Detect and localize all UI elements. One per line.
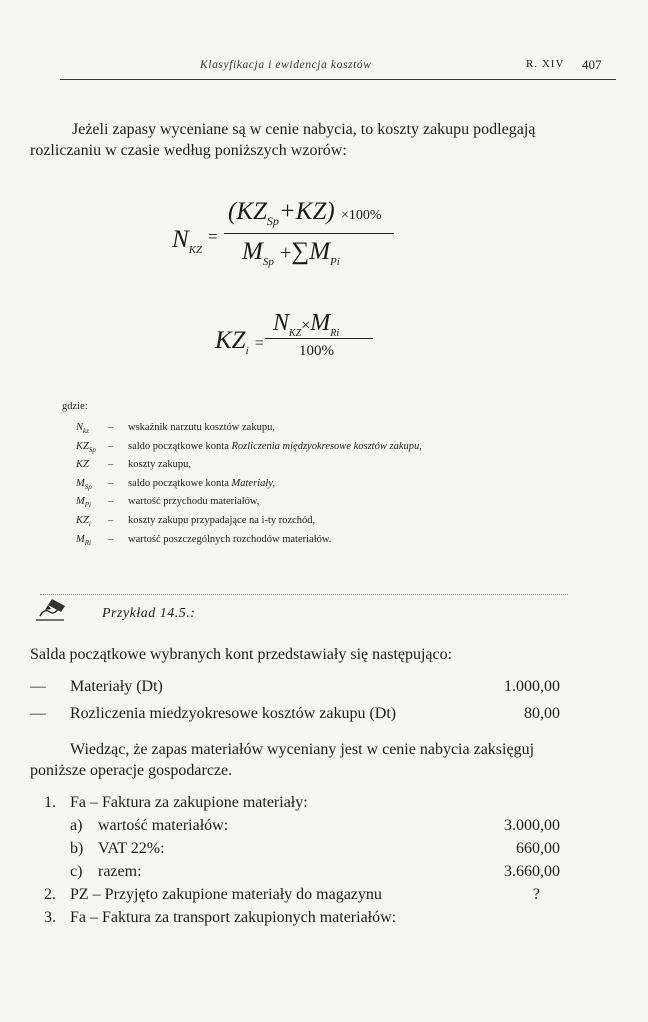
formula-cost-markup-index	[172, 198, 432, 278]
running-head-title: Klasyfikacja i ewidencja kosztów	[200, 59, 372, 71]
operation-1-item: a) wartość materiałów: 3.000,00	[70, 817, 560, 834]
operation-1: 1. Fa – Faktura za zakupione materiały:	[44, 794, 308, 811]
formula1-equals: =	[208, 227, 218, 246]
operation-1-item: b) VAT 22%: 660,00	[70, 840, 560, 857]
balance-row: — Rozliczenia miedzyokresowe kosztów zakupu (Dt) 80,00	[30, 705, 560, 722]
formula1-lhs: $N_{KZ}$	[172, 226, 203, 256]
section-divider	[40, 594, 568, 595]
operation-1-item: c) razem: 3.660,00	[70, 863, 560, 880]
operation-3: 3. Fa – Faktura za transport zakupionych materiałów:	[44, 909, 397, 926]
page-number: 407	[582, 57, 602, 72]
formula2-numerator: $N_{KZ}\times M_{Ri}$	[273, 310, 340, 339]
example-title: Przykład 14.5.:	[102, 606, 196, 621]
running-head	[60, 57, 616, 80]
operations-intro: Wiedząc, że zapas materiałów wyceniany jest w cenie nabycia zaksięguj poniższe operacje gospodarcze.	[30, 741, 535, 779]
formula1-denominator: $M_{Sp} +\sum M_{Pi}$	[242, 238, 340, 268]
legend-intro: gdzie:	[62, 401, 88, 412]
operation-2: 2. PZ – Przyjęto zakupione materiały do magazynu ?	[44, 886, 540, 903]
intro-paragraph: Jeżeli zapasy wyceniane są w cenie nabycia, to koszty zakupu podlegają rozliczaniu w czasie według poniższych wzorów:	[30, 121, 536, 159]
book-page: Klasyfikacja i ewidencja kosztów R. XIV 407 Jeżeli zapasy wyceniane są w cenie nabycia, to koszty zakupu podlegają rozliczaniu w czasie według poniższych wzorów: $N_{KZ}$ = $(KZ_{Sp}+KZ) \times 100\%$ $M_{Sp} +\sum M_{Pi}$ $KZ_i$ = $N_{KZ}\times M_{Ri}$ 100% gdzie: $N_{kz}$ – wskaźnik narzutu kosztów zakupu, $KZ_{Sp}$ – saldo początkowe konta Rozliczenia międzyokresowe kosztów zakupu, KZ – koszty zakupu, $M_{Sp}$ – saldo początkowe konta Materiały, $M_{Pi}$ – wartość przychodu materiałów, $KZ_i$ – koszty zakupu przypadające na i-ty rozchód, $M_{Ri}$ – wartość poszczególnych rozchodów materiałów. Przykład 14.5.: Salda początkowe wybranych kont przedstawiały się następująco: — Materiały (Dt) 1.000,00 — Rozliczenia miedzyokresowe kosztów zakupu (Dt) 80,00 Wiedząc, że zapas materiałów wyceniany jest w cenie nabycia zaksięguj poniższe operacje gospodarcze. 1. Fa – Faktura za zakupione materiały: a) wartość materiałów: 3.000,00 b) VAT 22%: 660,00 c) razem: 3.660,00 2. PZ – Przyjęto zakupione materiały do magazynu ? 3. Fa – Faktura za transport zakupionych materiałów:	[0, 0, 648, 1022]
formula1-numerator: $(KZ_{Sp}+KZ) \times 100\%$	[228, 198, 382, 228]
balance-row: — Materiały (Dt) 1.000,00	[30, 678, 560, 695]
balances-intro: Salda początkowe wybranych kont przedstawiały się następująco:	[30, 646, 453, 663]
formula2-lhs: $KZ_i$ =	[215, 327, 264, 357]
chapter-label: R. XIV	[526, 58, 565, 70]
pencil-writing-icon	[34, 596, 70, 622]
formula-cost-allocation	[215, 310, 415, 370]
formula2-fraction-bar	[265, 338, 373, 339]
formula1-fraction-bar	[224, 233, 394, 234]
formula2-denominator: 100%	[299, 343, 334, 359]
